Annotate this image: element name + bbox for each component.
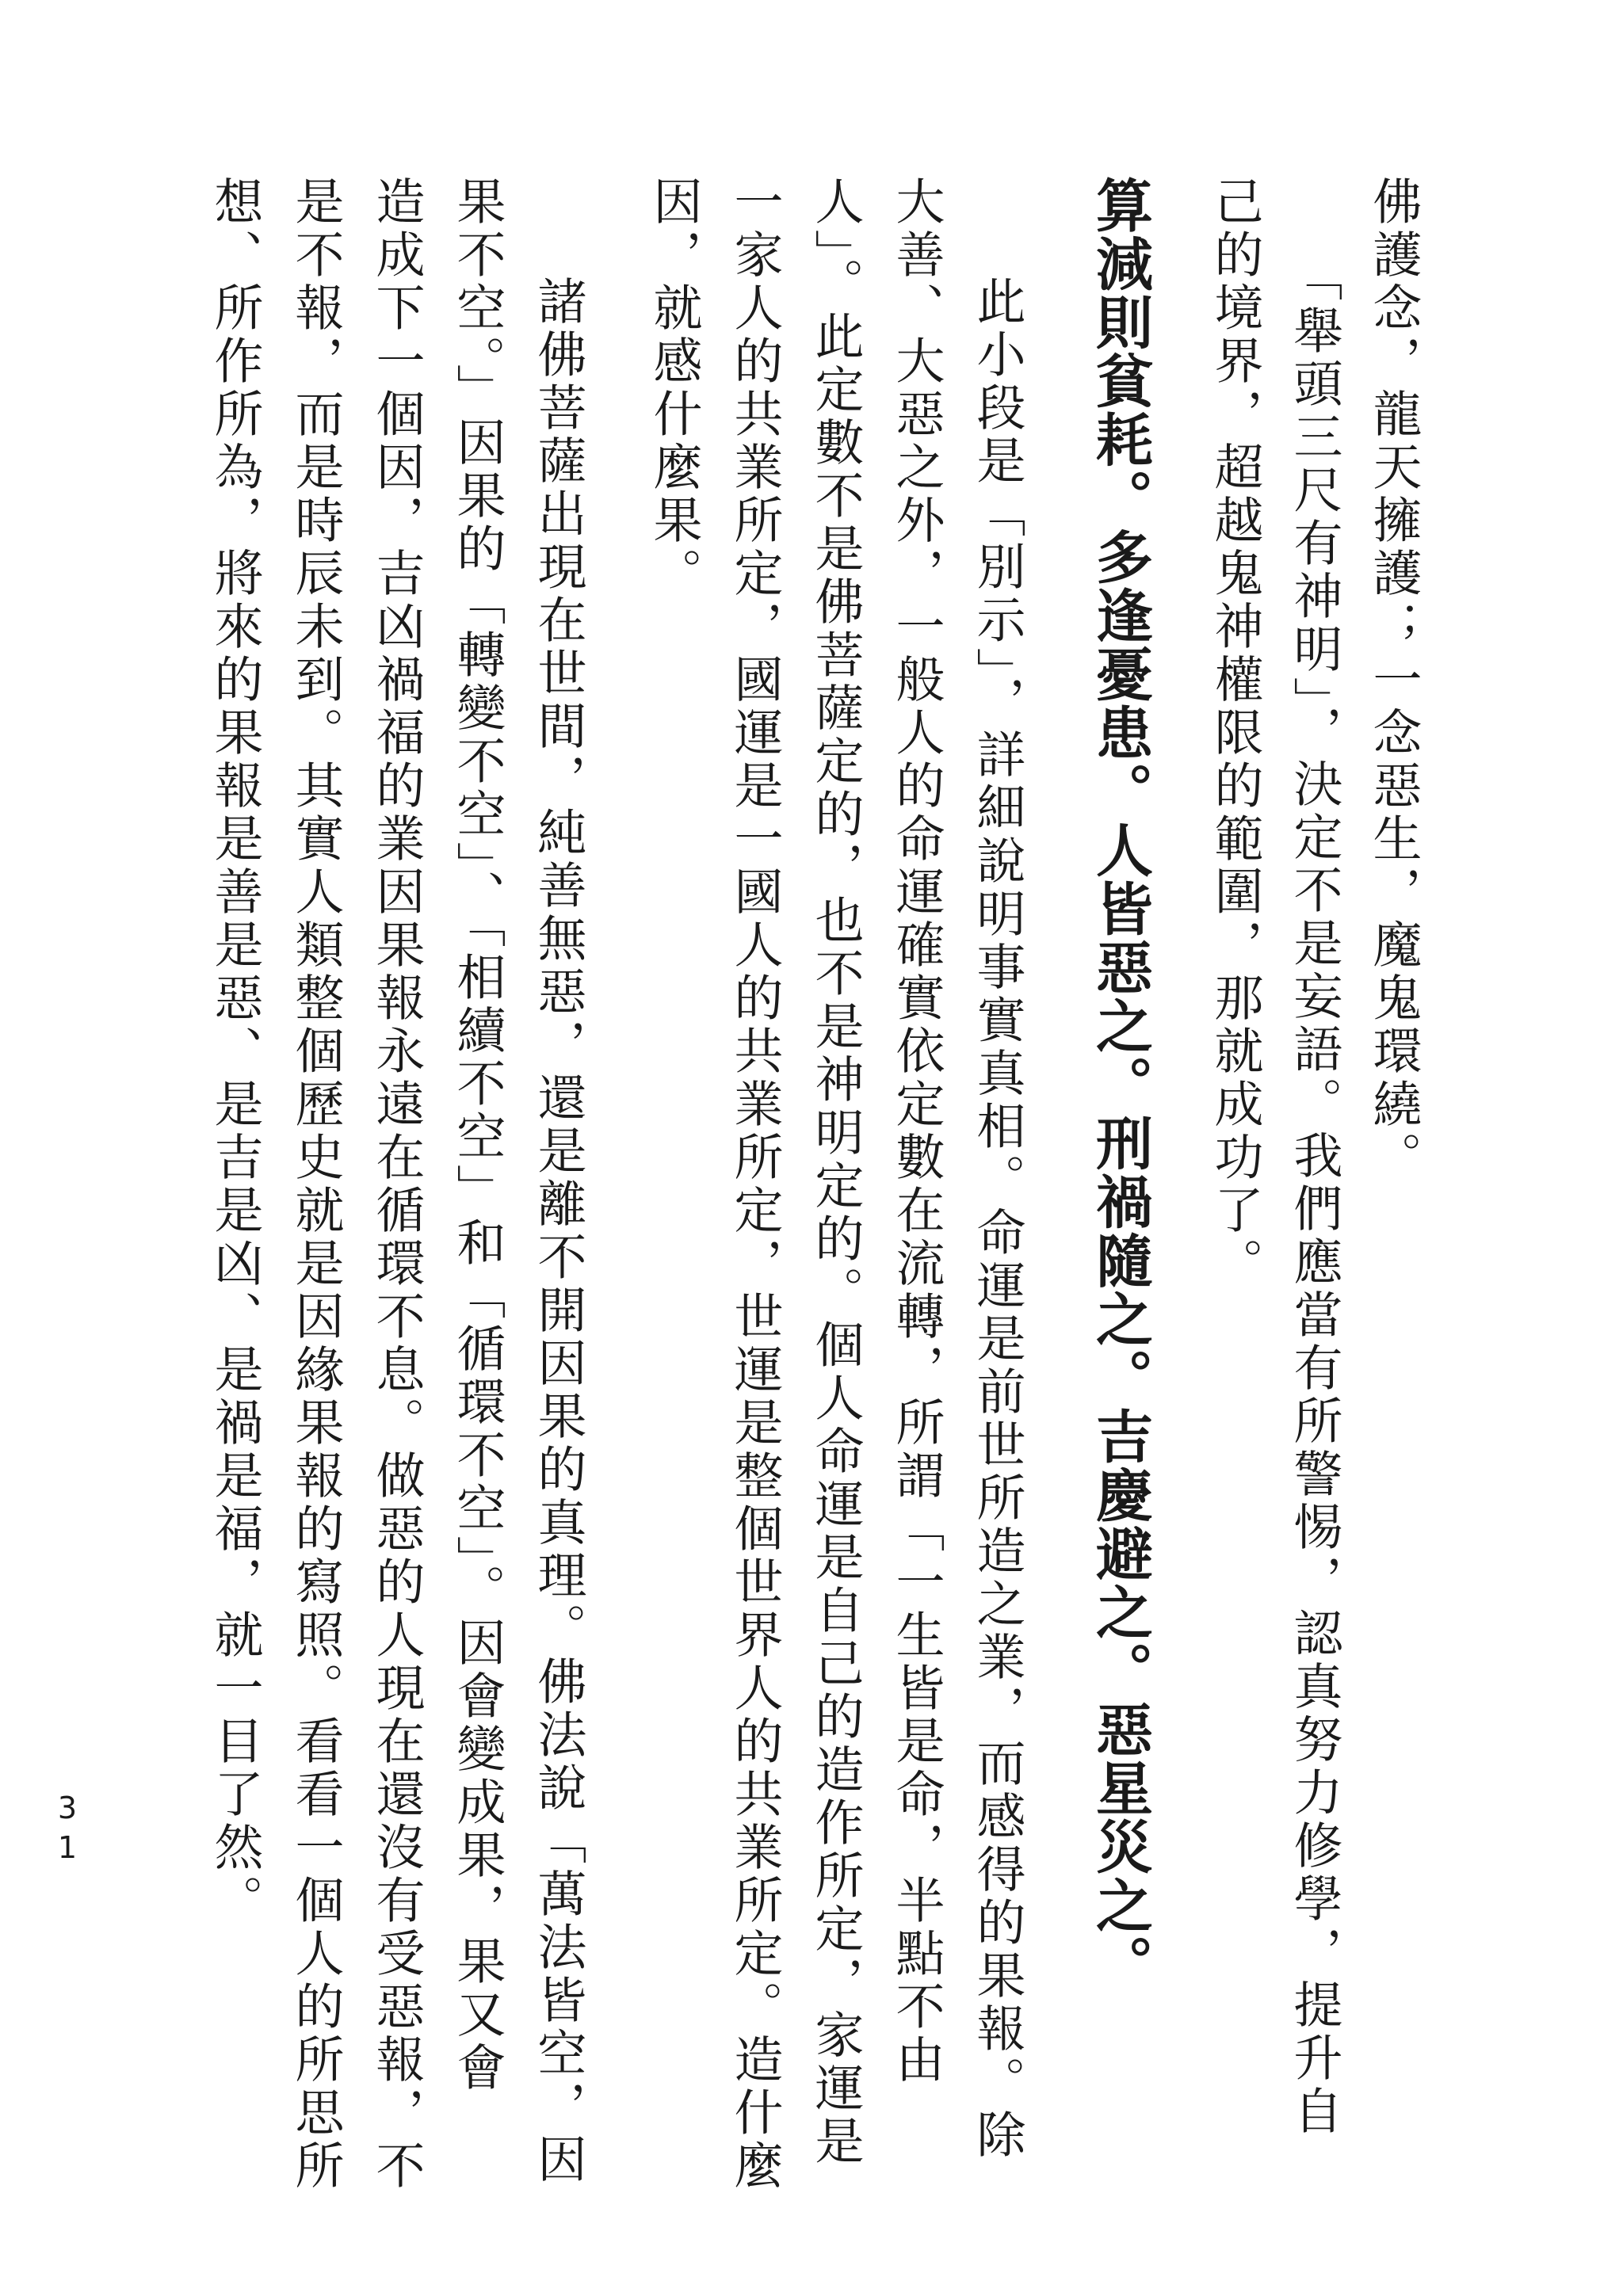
text-column-10: 果不空。」因果的「轉變不空」、「相續不空」和「循環不空」。因會變成果，果又會 bbox=[449, 176, 506, 2095]
page-number: 31 bbox=[50, 1791, 85, 1870]
text-column-1: 佛護念，龍天擁護；一念惡生，魔鬼環繞。 bbox=[1365, 176, 1423, 1184]
text-column-3: 己的境界，超越鬼神權限的範圍，那就成功了。 bbox=[1206, 176, 1264, 1291]
text-column-11: 造成下一個因，吉凶禍福的業因果報永遠在循環不息。做惡的人現在還沒有受惡報，不 bbox=[368, 176, 426, 2193]
text-column-13: 想、所作所為，將來的果報是善是惡、是吉是凶、是禍是福，就一目了然。 bbox=[206, 176, 264, 1928]
text-column-4: 此小段是「別示」，詳細說明事實真相。命運是前世所造之業，而感得的果報。除 bbox=[968, 276, 1026, 2162]
scripture-heading: 算減則貧耗。多逢憂患。人皆惡之。刑禍隨之。吉慶避之。惡星災之。 bbox=[1086, 176, 1153, 1993]
text-column-8: 因，就感什麼果。 bbox=[645, 176, 703, 601]
text-column-5: 大善、大惡之外，一般人的命運確實依定數在流轉，所謂「一生皆是命，半點不由 bbox=[888, 176, 945, 2087]
text-column-12: 是不報，而是時辰未到。其實人類整個歷史就是因緣果報的寫照。看看一個人的所思所 bbox=[287, 176, 345, 2193]
text-column-7: 一家人的共業所定，國運是一國人的共業所定，世運是整個世界人的共業所定。造什麼 bbox=[726, 176, 784, 2193]
text-column-9: 諸佛菩薩出現在世間，純善無惡，還是離不開因果的真理。佛法說「萬法皆空，因 bbox=[529, 276, 587, 2187]
text-column-6: 人」。此定數不是佛菩薩定的，也不是神明定的。個人命運是自己的造作所定，家運是 bbox=[807, 176, 865, 2168]
text-column-2: 「舉頭三尺有神明」，決定不是妄語。我們應當有所警惕，認真努力修學，提升自 bbox=[1285, 252, 1343, 2138]
